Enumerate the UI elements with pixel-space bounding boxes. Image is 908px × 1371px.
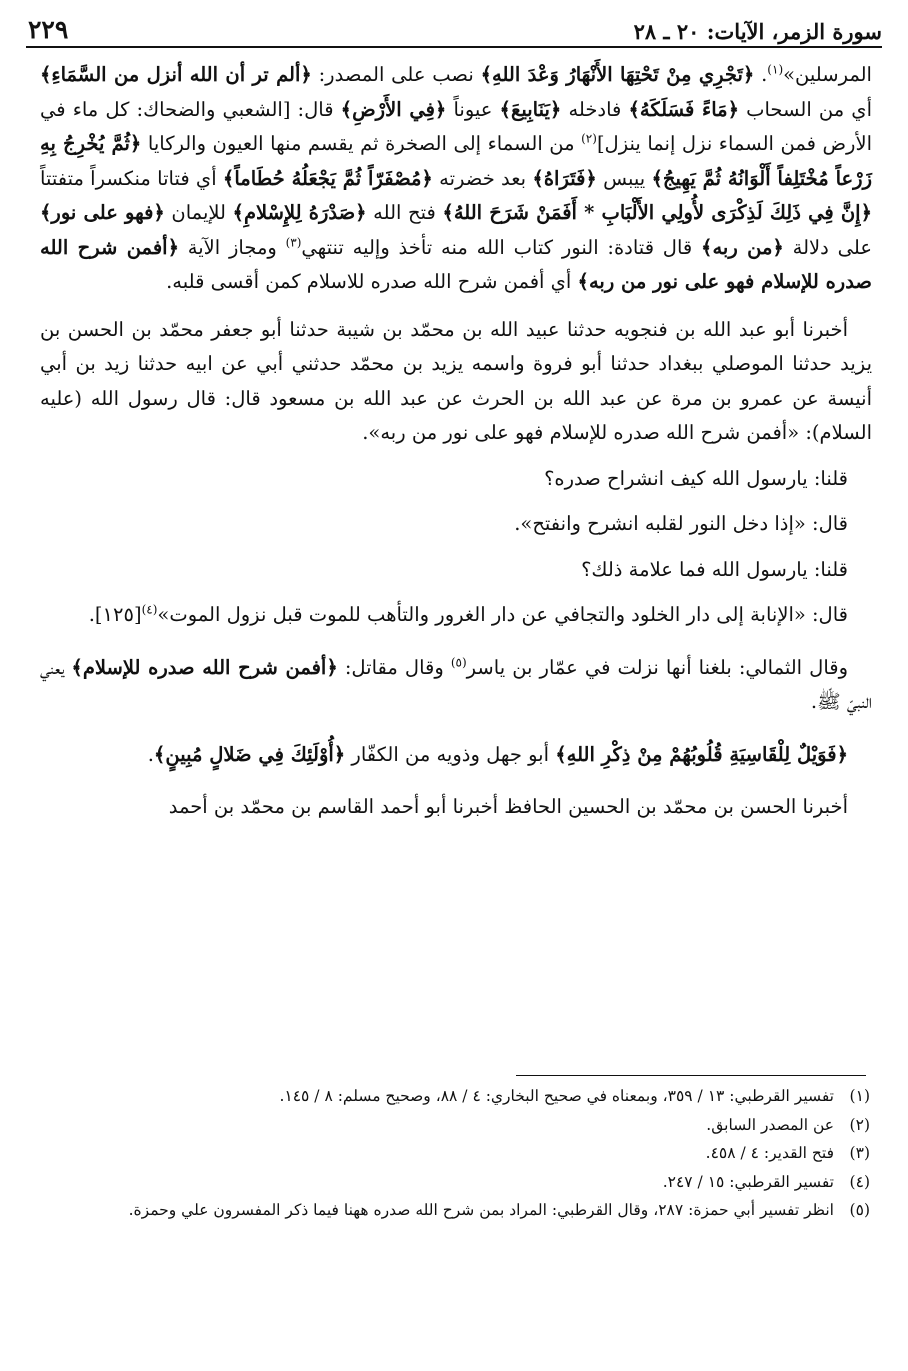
quran-quote: ﴿مُصْفَرّاً ثُمَّ يَجْعَلُهُ حُطَاماً﴾ xyxy=(222,166,433,190)
footnote-ref: (٢) xyxy=(581,131,597,146)
text-run: أي أفمن شرح الله صدره للاسلام كمن أقسى قلبه. xyxy=(166,270,578,293)
text-run: نصب على المصدر: xyxy=(311,63,481,86)
paragraph-isnad-continued: أخبرنا الحسن بن محمّد بن الحسين الحافظ أخبرنا أبو أحمد القاسم بن محمّد بن أحمد xyxy=(168,795,848,818)
quran-quote: ﴿إِنَّ فِي ذَلِكَ لَذِكْرَى لأُولِي الأَلْبَابِ * أَفَمَنْ شَرَحَ اللهُ﴾ xyxy=(442,201,872,224)
running-head xyxy=(28,8,882,44)
text-run: قال: [الشعبي والضحاك: كل ماء في الأرض فمن السماء نزل إنما ينزل] xyxy=(40,97,872,155)
footnote xyxy=(40,1111,870,1140)
paragraph-question: قلنا: يارسول الله كيف انشراح صدره؟ xyxy=(544,466,848,490)
quran-quote: ﴿فَتَرَاهُ﴾ xyxy=(532,166,597,190)
footnote-ref: (٣) xyxy=(285,235,302,249)
quran-quote: ﴿فَوَيْلٌ لِلْقَاسِيَةِ قُلُوبُهُمْ مِنْ ذِكْرِ اللهِ﴾ xyxy=(555,742,848,766)
footnote-number: (٢) xyxy=(849,1115,870,1134)
footnote-ref: (١) xyxy=(767,62,784,77)
text-run: فادخله xyxy=(561,97,629,121)
footnote xyxy=(40,1139,870,1168)
paragraph-isnad: أخبرنا أبو عبد الله بن فنجويه حدثنا عبيد الله بن محمّد بن شيبة حدثنا أبو جعفر محمّد بن الحسن بن يزيد حدثنا الموصلي ببغداد حدثنا أبو فروة واسمه يزيد بن محمّد حدثني أبي عن ابيه حدثنا زيد بن أبي أنيسة عن عمرو بن مرة عن عبد الله بن الحرث عن عبد الله بن مسعود قال: قال رسول الله (عليه السلام): «أفمن شرح الله صدره للإسلام فهو على نور من ربه». xyxy=(40,317,872,444)
paragraph-commentary xyxy=(40,58,872,300)
footnote xyxy=(40,1168,870,1197)
text-run: وقال مقاتل: xyxy=(337,655,451,679)
text-run: وقال الثمالي: بلغنا أنها نزلت في عمّار بن ياسر xyxy=(466,655,848,679)
footnote-ref: (٥) xyxy=(450,655,467,669)
footnote xyxy=(40,1082,870,1111)
text-run: على دلالة xyxy=(783,235,872,259)
text-run: من السماء إلى الصخرة ثم يقسم منها العيون والركايا xyxy=(141,132,582,155)
text-run: المرسلين» xyxy=(783,63,872,86)
quran-quote: ﴿أفمن شرح الله صدره للإسلام﴾ xyxy=(71,655,338,679)
footnote-rule xyxy=(516,1075,866,1076)
text-run: أي فتاتا منكسراً متفتتاً xyxy=(40,166,223,190)
footnote-number: (١) xyxy=(849,1087,870,1105)
text-run: بعد خضرته xyxy=(432,166,533,190)
footnote-text: تفسير القرطبي: ١٣ / ٣٥٩، وبمعناه في صحيح البخاري: ٤ / ٨٨، وصحيح مسلم: ٨ / ١٤٥. xyxy=(279,1087,834,1105)
text-run: ييبس xyxy=(596,166,652,190)
text-run: قال قتادة: النور كتاب الله منه تأخذ وإليه تنتهي xyxy=(301,235,702,259)
text-run: عيوناً xyxy=(446,97,500,121)
paragraph-verse xyxy=(40,738,872,773)
quran-quote: ﴿أفمن شرح الله صدره للإسلام فهو على نور من ربه﴾ xyxy=(40,235,872,293)
footnote xyxy=(40,1196,870,1225)
text-run: أبو جهل وذويه من الكفّار xyxy=(345,742,556,766)
quran-quote: ﴿من ربه﴾ xyxy=(701,235,784,259)
text-run: أي من السحاب xyxy=(739,97,872,121)
quran-quote: ﴿مَاءً فَسَلَكَهُ﴾ xyxy=(628,97,740,121)
quran-quote: ﴿فهو على نور﴾ xyxy=(40,201,165,224)
paragraph-answer: قال: «إذا دخل النور لقلبه انشرح وانفتح». xyxy=(514,512,848,535)
footnotes xyxy=(40,1082,870,1225)
text-run: قال: «الإنابة إلى دار الخلود والتجافي عن دار الغرور والتأهب للموت قبل نزول الموت» xyxy=(157,603,848,626)
footnote-ref: (٤) xyxy=(141,602,158,617)
footnote-number: (٤) xyxy=(849,1172,870,1191)
text-run: للإيمان xyxy=(164,201,233,224)
paragraph-answer xyxy=(40,598,872,633)
quran-quote: ﴿أُوْلَئِكَ فِي ضَلالٍ مُبِينٍ﴾ xyxy=(153,742,346,766)
footnote-text: تفسير القرطبي: ١٥ / ٢٤٧. xyxy=(662,1172,834,1191)
quran-quote: ﴿ثُمَّ يُخْرِجُ بِهِ زَرْعاً مُخْتَلِفاً أَلْوَانُهُ ثُمَّ يَهِيجُ﴾ xyxy=(40,132,872,190)
quran-quote: ﴿ألم تر أن الله أنزل من السَّمَاءِ﴾ xyxy=(40,63,312,86)
footnote-text: انظر تفسير أبي حمزة: ٢٨٧، وقال القرطبي: المراد بمن شرح الله صدره ههنا فيما ذكر المفسرون علي وحمزة. xyxy=(128,1201,834,1219)
footnote-text: عن المصدر السابق. xyxy=(706,1115,834,1134)
quran-quote: ﴿صَدْرَهُ لِلإِسْلامِ﴾ xyxy=(232,201,367,224)
footnote-number: (٣) xyxy=(849,1144,870,1162)
quran-quote: ﴿تَجْرِي مِنْ تَحْتِهَا الأَنْهَارُ وَعْدَ اللهِ﴾ xyxy=(480,63,755,86)
paragraph-thamali xyxy=(40,651,872,720)
main-text xyxy=(40,58,872,825)
quran-quote: ﴿فِي الأَرْضِ﴾ xyxy=(340,97,447,121)
text-run: [١٢٥]. xyxy=(88,603,142,626)
text-run: فتح الله xyxy=(366,201,443,224)
text-run: . xyxy=(147,742,154,766)
paragraph-question: قلنا: يارسول الله فما علامة ذلك؟ xyxy=(581,557,848,581)
footnote-number: (٥) xyxy=(849,1201,870,1219)
text-run: . xyxy=(754,63,768,86)
page-number: ٢٢٩ xyxy=(28,15,69,44)
quran-quote: ﴿يَنَابِيعَ﴾ xyxy=(499,97,562,121)
footnote-text: فتح القدير: ٤ / ٤٥٨. xyxy=(705,1144,834,1162)
text-run: يعني النبيّ ﷺ. xyxy=(40,655,872,713)
header-rule xyxy=(26,46,882,48)
text-run: ومجاز الآية xyxy=(179,235,286,259)
running-head-title: سورة الزمر، الآيات: ٢٠ ـ ٢٨ xyxy=(633,19,882,44)
